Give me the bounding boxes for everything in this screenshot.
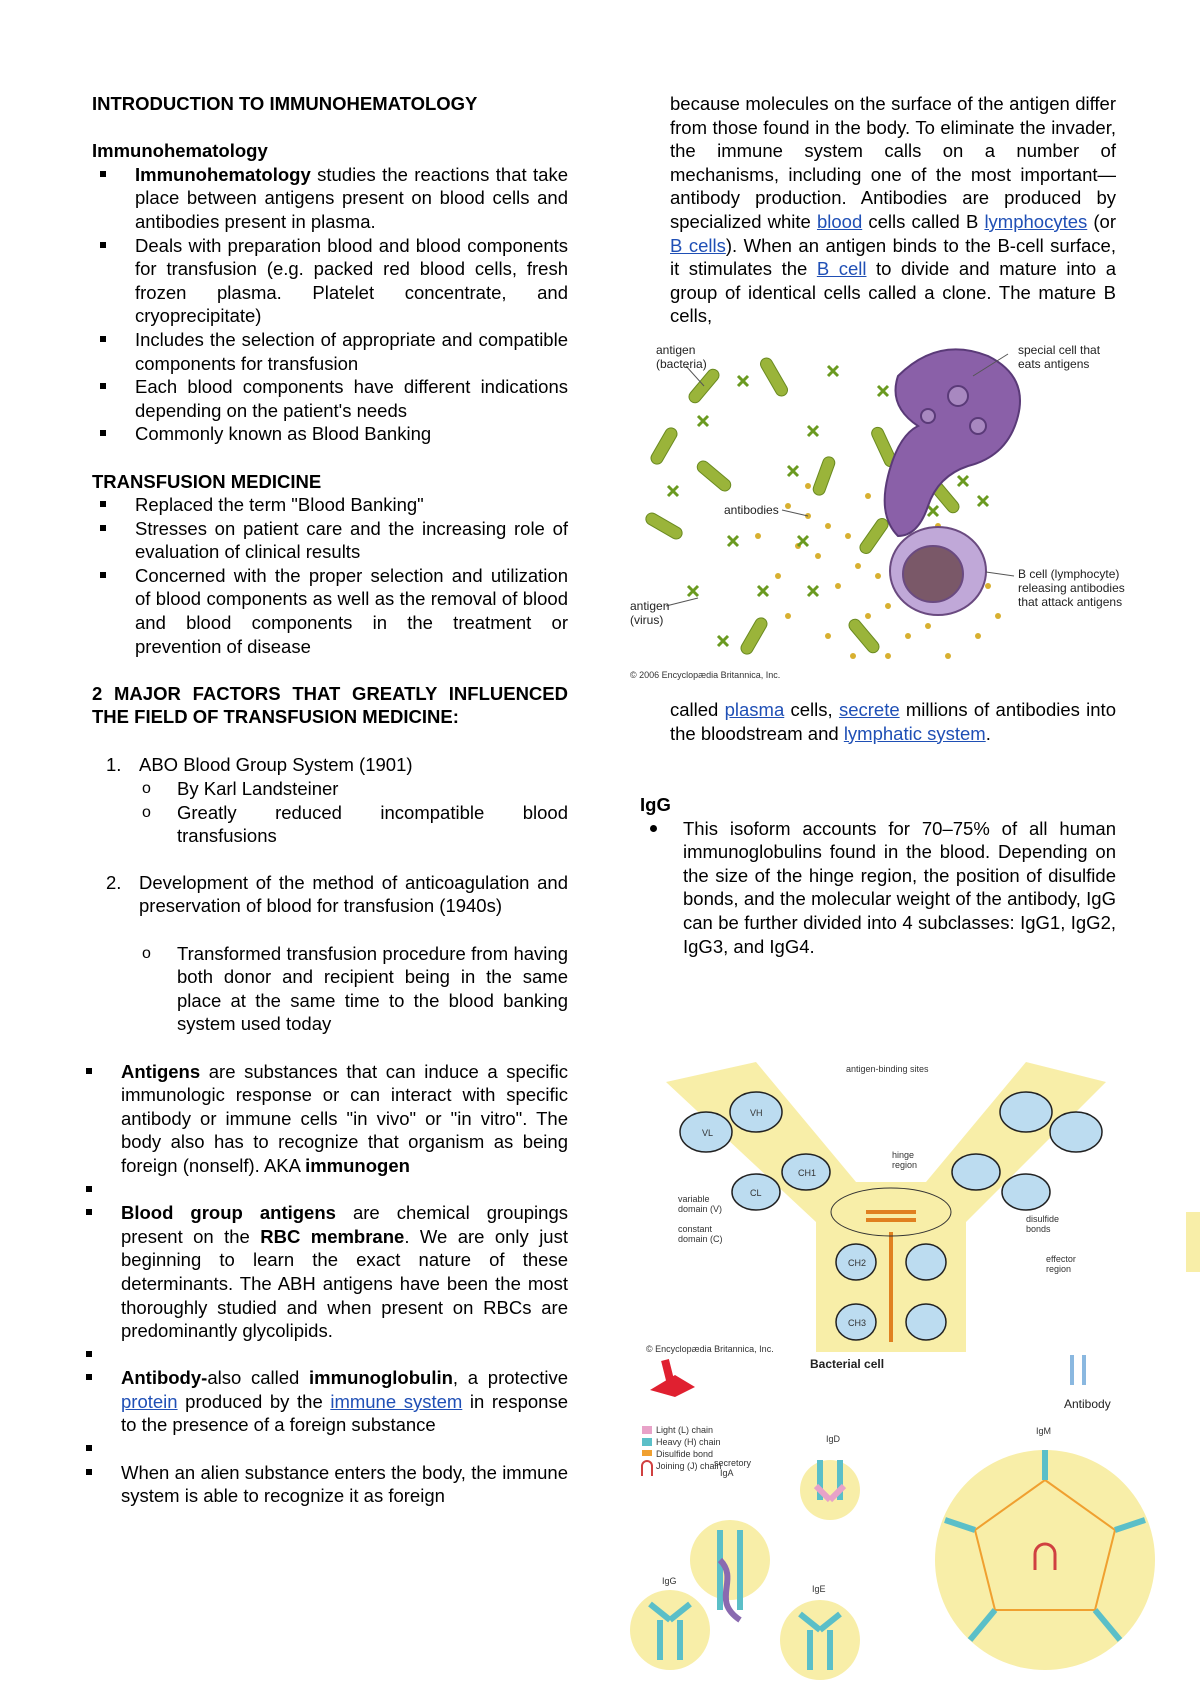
link-protein[interactable]: protein xyxy=(121,1390,178,1412)
label-igg: IgG xyxy=(662,1576,677,1586)
label-igm: IgM xyxy=(1036,1426,1052,1436)
label-antigen-virus: antigen (virus) xyxy=(630,599,670,627)
label-disulfide: disulfide bonds xyxy=(1026,1214,1060,1234)
label-secretory-iga: secretory IgA xyxy=(714,1458,752,1478)
list-item: Each blood components have different indications depending on the patient's needs xyxy=(92,375,568,422)
list-item: Commonly known as Blood Banking xyxy=(92,422,568,446)
legend xyxy=(642,1425,722,1476)
list-item: Includes the selection of appropriate and compatible components for transfusion xyxy=(92,328,568,375)
list-item: Immunohematology studies the reactions that take place between antigens present on blood cells and antibodies present in plasma. xyxy=(92,163,568,234)
right-paragraph-1: because molecules on the surface of the antigen differ from those found in the body. To eliminate the invader, the immune system calls on a number of mechanisms, including one of the most important—antibody production. Antibodies are produced by specialized white blood cells called B lymphocytes (or B cells). When an antigen binds to the B-cell surface, it stimulates the B cell to divide and mature into a group of identical cells called a clone. The mature B cells, xyxy=(670,93,1117,327)
link-lymphocytes[interactable]: lymphocytes xyxy=(984,210,1088,232)
figure-copyright: © 2006 Encyclopædia Britannica, Inc. xyxy=(630,670,781,680)
factor-2: 2. Development of the method of anticoagulation and preservation of blood for transfusion (1940s) xyxy=(106,871,568,917)
link-secrete[interactable]: secrete xyxy=(838,699,900,720)
label-constant: constant domain (C) xyxy=(678,1224,723,1244)
igg-list xyxy=(640,817,1116,959)
spacer xyxy=(92,1178,568,1202)
factor-2-sub-1: o Transformed transfusion procedure from having both donor and recipient being in the same place at the same time to the blood banking system used today xyxy=(142,942,568,1035)
label-ch3: CH3 xyxy=(848,1318,867,1328)
figure-igg-structure xyxy=(646,1062,1200,1354)
figure-ig-classes xyxy=(630,1420,1170,1698)
definition-antibody: Antibody-also called immunoglobulin, a protective protein produced by the immune system in response to the presence of a foreign substance xyxy=(92,1366,568,1437)
label-ch1: CH1 xyxy=(798,1168,817,1178)
definitions-list xyxy=(92,1060,568,1508)
label-effector: effector region xyxy=(1046,1254,1076,1274)
transfusion-medicine-list xyxy=(92,493,568,658)
label-binding-sites: antigen-binding sites xyxy=(846,1064,929,1074)
label-ige: IgE xyxy=(812,1584,826,1594)
label-antigen-bacteria: antigen (bacteria) xyxy=(656,343,707,371)
left-column xyxy=(92,92,568,1508)
label-variable: variable domain (V) xyxy=(678,1194,723,1214)
definition-antigens: Antigens are substances that can induce a specific immunologic response or can interact with specific antibody or immune cells "in vivo" or "in vitro". The body also has to recognize that organism as being foreign (nonself). AKA immunogen xyxy=(92,1060,568,1178)
label-igd: IgD xyxy=(826,1434,841,1444)
factor-1-sub-1: o By Karl Landsteiner xyxy=(142,778,339,800)
list-item: Replaced the term "Blood Banking" xyxy=(92,493,568,517)
immunohematology-list xyxy=(92,163,568,446)
definition-blood-group-antigens: Blood group antigens are chemical groupings present on the RBC membrane. We are only just beginning to learn the exact nature of these determinants. The ABH antigens have been the most thoroughly studied and when present on RBCs are predominantly glycolipids. xyxy=(92,1201,568,1343)
list-item: Deals with preparation blood and blood components for transfusion (e.g. packed red blood cells, fresh frozen plasma. Platelet concentrate, and cryoprecipitate) xyxy=(92,234,568,328)
label-bacterial-cell: Bacterial cell xyxy=(810,1357,885,1371)
label-hinge: hinge region xyxy=(892,1150,918,1170)
list-item: This isoform accounts for 70–75% of all human immunoglobulins found in the blood. Depending on the size of the hinge region, the position of disulfide bonds, and the molecular weight of the antibody, IgG can be further divided into 4 subclasses: IgG1, IgG2, IgG3, and IgG4. xyxy=(640,817,1116,959)
page-title: INTRODUCTION TO IMMUNOHEMATOLOGY xyxy=(92,93,478,114)
list-item: Stresses on patient care and the increasing role of evaluation of clinical results xyxy=(92,517,568,564)
label-antibody: Antibody xyxy=(1064,1397,1111,1411)
link-b-cells[interactable]: B cells xyxy=(670,234,726,256)
section-heading-immunohematology: Immunohematology xyxy=(92,140,268,162)
label-vh: VH xyxy=(750,1108,763,1118)
label-ch2: CH2 xyxy=(848,1258,867,1268)
legend-light-chain: Light (L) chain xyxy=(656,1425,714,1435)
igg-heading: IgG xyxy=(640,794,671,815)
igg-section xyxy=(640,793,1116,958)
definition-alien-substance: When an alien substance enters the body, the immune system is able to recognize it as foreign xyxy=(92,1461,568,1508)
label-vl: VL xyxy=(702,1128,714,1138)
link-immune-system[interactable]: immune system xyxy=(330,1390,463,1412)
factor-1: 1. ABO Blood Group System (1901) xyxy=(106,753,413,775)
link-lymphatic-system[interactable]: lymphatic system xyxy=(843,722,986,744)
label-cl: CL xyxy=(750,1188,762,1198)
b-cell xyxy=(890,527,986,615)
section-heading-transfusion-medicine: TRANSFUSION MEDICINE xyxy=(92,470,322,492)
label-antibodies: antibodies xyxy=(724,503,779,517)
label-special-cell: special cell that eats antigens xyxy=(1018,343,1101,371)
figure2-copyright: © Encyclopædia Britannica, Inc. xyxy=(646,1344,774,1354)
section-heading-major-factors: 2 MAJOR FACTORS THAT GREATLY INFLUENCED THE FIELD OF TRANSFUSION MEDICINE: xyxy=(92,682,568,728)
figure-antibody-response xyxy=(628,336,1168,680)
right-paragraph-2: called plasma cells, secrete millions of antibodies into the bloodstream and lymphatic system. xyxy=(670,699,1116,744)
legend-j-chain: Joining (J) chain xyxy=(656,1461,722,1471)
spacer xyxy=(92,1437,568,1461)
figure-bacterial-antibody xyxy=(640,1350,1120,1420)
link-b-cell[interactable]: B cell xyxy=(816,258,867,280)
spacer xyxy=(92,1343,568,1367)
list-item: Concerned with the proper selection and utilization of blood components as well as the removal of blood and blood components in the treatment or prevention of disease xyxy=(92,564,568,658)
factor-1-sub-2: o Greatly reduced incompatible blood transfusions xyxy=(142,802,568,847)
link-plasma[interactable]: plasma xyxy=(724,699,785,720)
label-b-cell: B cell (lymphocyte) releasing antibodies that attack antigens xyxy=(1018,567,1125,609)
legend-heavy-chain: Heavy (H) chain xyxy=(656,1437,721,1447)
link-blood[interactable]: blood xyxy=(816,210,863,232)
legend-disulfide: Disulfide bond xyxy=(656,1449,714,1459)
